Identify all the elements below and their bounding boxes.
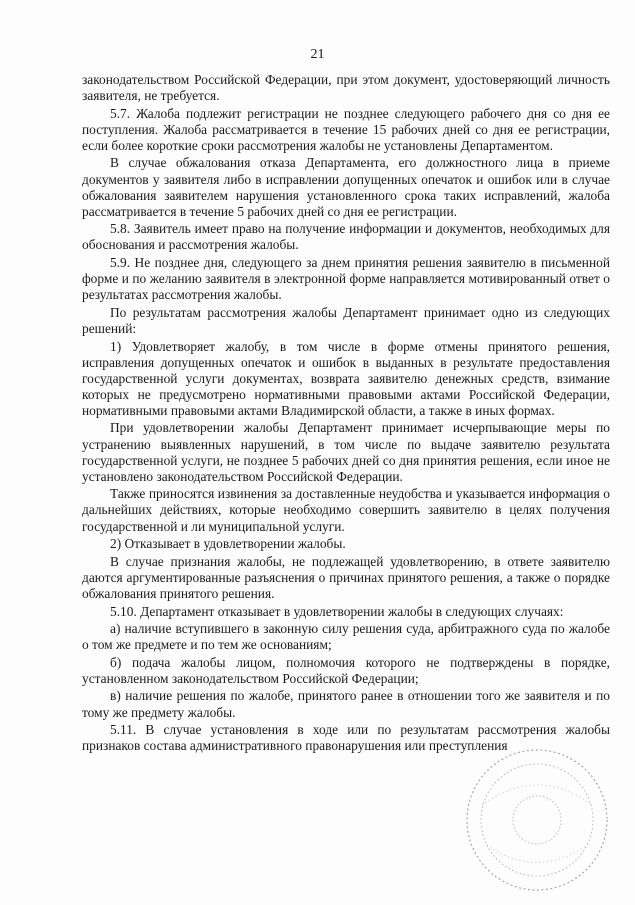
paragraph: в) наличие решения по жалобе, принятого ранее в отношении того же заявителя и по тому же предмету жалобы.: [82, 688, 610, 720]
paragraph: 5.7. Жалоба подлежит регистрации не позднее следующего рабочего дня со дня ее поступления. Жалоба рассматривается в течение 15 рабочих дней со дня ее регистрации, если более короткие сроки рассмотрения жалобы не установлены Департаментом.: [82, 105, 610, 153]
paragraph: По результатам рассмотрения жалобы Департамент принимает одно из следующих решений:: [82, 304, 610, 336]
paragraph: 5.11. В случае установления в ходе или по результатам рассмотрения жалобы признаков состава административного правонарушения или преступления: [82, 722, 610, 754]
paragraph: законодательством Российской Федерации, при этом документ, удостоверяющий личность заявителя, не требуется.: [82, 72, 610, 104]
paragraph: 5.8. Заявитель имеет право на получение информации и документов, необходимых для обоснования и рассмотрения жалобы.: [82, 221, 610, 253]
page-number: 21: [310, 47, 325, 62]
paragraph: В случае признания жалобы, не подлежащей удовлетворению, в ответе заявителю даются аргументированные разъяснения о причинах принятого решения, а также о порядке обжалования принятого решения.: [82, 553, 610, 601]
paragraph: При удовлетворении жалобы Департамент принимает исчерпывающие меры по устранению выявленных нарушений, в том числе по выдаче заявителю результата государственной услуги, не позднее 5 рабочих дней со дня принятия решения, если иное не установлено законодательством Российской Федерации.: [82, 420, 610, 484]
paragraph: В случае обжалования отказа Департамента, его должностного лица в приеме документов у заявителя либо в исправлении допущенных опечаток и ошибок или в случае обжалования заявителем нарушения установленного срока таких исправлений, жалоба рассматривается в течение 5 рабочих дней со дня ее регистрации.: [82, 155, 610, 219]
paragraph: Также приносятся извинения за доставленные неудобства и указывается информация о дальнейших действиях, которые необходимо совершить заявителю в целях получения государственной и ли муниципальной услуги.: [82, 486, 610, 534]
paragraph: 1) Удовлетворяет жалобу, в том числе в форме отмены принятого решения, исправления допущенных опечаток и ошибок в выданных в результате предоставления государственной услуги документах, возврата заявителю денежных средств, взимание которых не предусмотрено нормативными правовыми актами Российской Федерации, нормативными правовыми актами Владимирской области, а также в иных формах.: [82, 338, 610, 418]
paragraph: а) наличие вступившего в законную силу решения суда, арбитражного суда по жалобе о том же предмете и по тем же основаниям;: [82, 621, 610, 653]
paragraph: 5.10. Департамент отказывает в удовлетворении жалобы в следующих случаях:: [110, 603, 564, 619]
paragraph: 5.9. Не позднее дня, следующего за днем принятия решения заявителю в письменной форме и по желанию заявителя в электронной форме направляется мотивированный ответ о результатах рассмотрения жалобы.: [82, 255, 610, 303]
paragraph: 2) Отказывает в удовлетворении жалобы.: [110, 536, 346, 552]
official-stamp-icon: [462, 745, 612, 895]
paragraph: б) подача жалобы лицом, полномочия которого не подтверждены в порядке, установленном законодательством Российской Федерации;: [82, 654, 610, 686]
document-body: [82, 72, 610, 756]
